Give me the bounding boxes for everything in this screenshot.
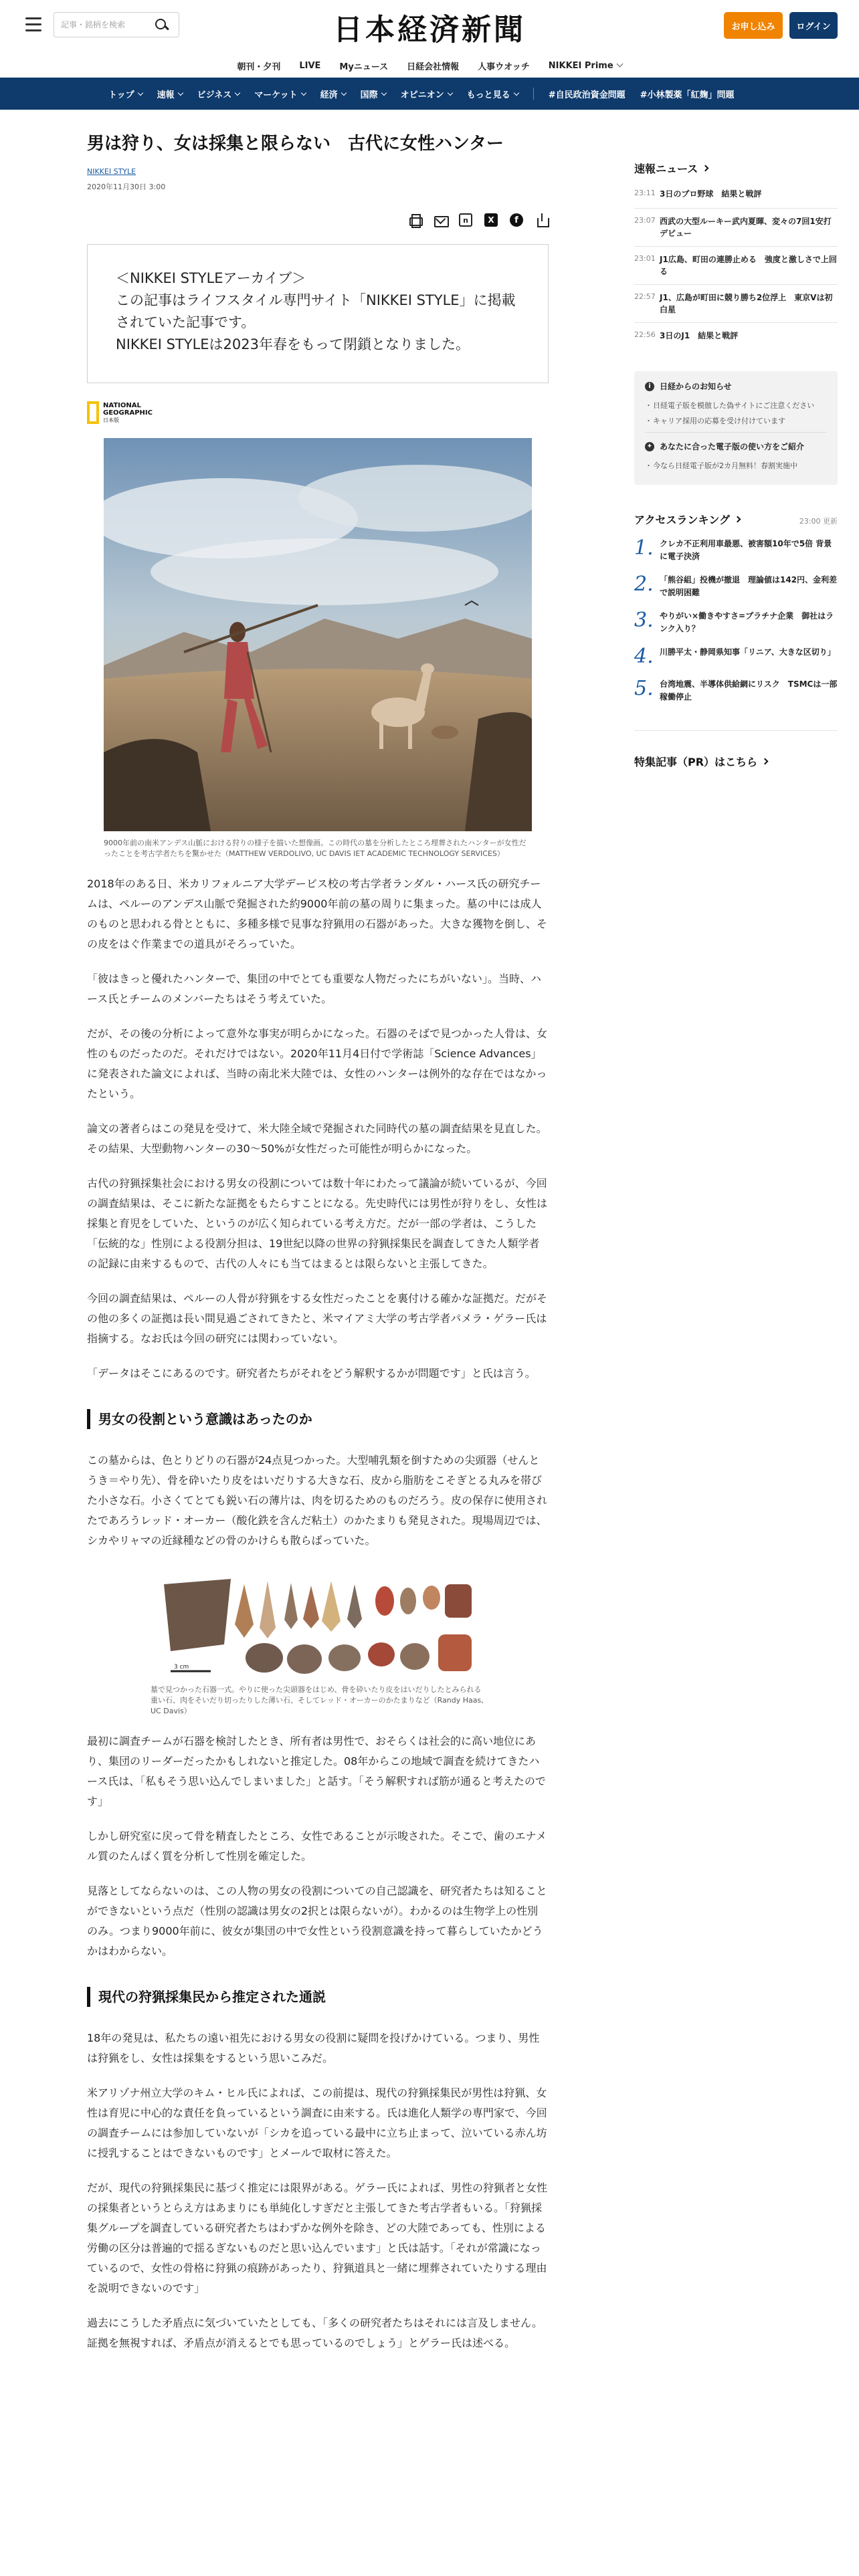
ng-logo-line: 日本版 xyxy=(103,417,119,423)
nav-tag-politics[interactable]: #自民政治資金問題 xyxy=(548,90,626,100)
nav-more-label: もっと見る xyxy=(466,90,510,100)
article-paragraph: しかし研究室に戻って骨を精査したところ、女性であることが示唆された。そこで、歯のエナメル質のたんぱく質を分析して性別を確定した。 xyxy=(87,1830,547,1862)
article xyxy=(87,131,549,2353)
news-headline: 3日のJ1 結果と戦評 xyxy=(660,331,739,340)
notice-heading-label: 日経からのお知らせ xyxy=(660,382,732,391)
news-headline: J1、広島が町田に競り勝ち2位浮上 東京Vは初白星 xyxy=(660,293,833,314)
list-item[interactable] xyxy=(634,246,838,284)
usage-guide-label: あなたに合った電子版の使い方をご紹介 xyxy=(660,442,805,451)
login-button[interactable]: ログイン xyxy=(789,12,838,39)
sub-navigation xyxy=(0,53,859,78)
chevron-right-icon xyxy=(735,516,741,523)
archive-notice-line: NIKKEI STYLEは2023年春をもって閉鎖となりました。 xyxy=(116,336,470,352)
photo-caption: 9000年前の南米アンデス山脈における狩りの様子を描いた想像画。この時代の墓を分析したところ埋葬されたハンターが女性だったことを考古学者たちを驚かせた（MATTHEW VERDOLIVO, UC DAVIS IET ACADEMIC TECHNOLOGY SERVICES） xyxy=(104,839,527,858)
chevron-down-icon xyxy=(341,90,346,95)
list-item[interactable] xyxy=(634,610,838,635)
rank-number: 4. xyxy=(634,645,654,668)
article-paragraph: 「データはそこにあるのです。研究者たちがそれをどう解釈するかが問題です」と氏は言う。 xyxy=(87,1367,536,1380)
archive-notice-line: ＜NIKKEI STYLEアーカイブ＞ xyxy=(116,270,306,286)
x-share-icon[interactable]: X xyxy=(484,213,498,227)
subnav-item-personnel[interactable]: 人事ウオッチ xyxy=(478,62,530,72)
chevron-down-icon xyxy=(513,90,518,95)
news-time: 23:01 xyxy=(634,254,656,263)
site-logo[interactable]: 日本経済新聞 xyxy=(333,13,526,47)
list-item[interactable] xyxy=(634,646,838,667)
sidebar xyxy=(634,160,838,769)
ranking-list xyxy=(634,538,838,704)
usage-guide-list xyxy=(645,460,827,471)
mail-icon[interactable] xyxy=(434,213,447,227)
rank-headline: 川勝平太・静岡県知事「リニア、大きな区切り」 xyxy=(660,647,836,657)
nav-economy-label: 経済 xyxy=(320,90,338,100)
subnav-item-live[interactable]: LIVE xyxy=(299,60,321,71)
subscribe-button[interactable]: お申し込み xyxy=(724,12,783,39)
pr-heading[interactable] xyxy=(634,754,838,769)
chevron-down-icon xyxy=(137,90,142,95)
news-headline: 西武の大型ルーキー武内夏暉、変々の7回1安打デビュー xyxy=(660,217,832,238)
rank-headline: クレカ不正利用車最悪、被害額10年で5倍 背景に電子決済 xyxy=(660,539,832,561)
notice-heading[interactable] xyxy=(645,381,827,392)
rank-headline: 台湾地震、半導体供給網にリスク TSMCは一部稼働停止 xyxy=(660,679,838,702)
nav-opinion-label: オピニオン xyxy=(400,90,444,100)
list-item[interactable] xyxy=(634,188,838,208)
chevron-down-icon xyxy=(381,90,386,95)
nav-business-label: ビジネス xyxy=(197,90,232,100)
facebook-share-icon[interactable]: f xyxy=(510,213,523,227)
article-paragraph: 過去にこうした矛盾点に気づいていたとしても、「多くの研究者たちはそれには言及しません。証拠を無視すれば、矛盾点が消えるとでも思っているのでしょう」とゲラー氏は述べる。 xyxy=(87,2317,543,2349)
subnav-item-company-info[interactable]: 日経会社情報 xyxy=(407,62,460,72)
nav-divider xyxy=(533,88,534,100)
ng-logo-text xyxy=(103,402,153,424)
rank-number: 2. xyxy=(634,572,654,596)
subnav-item-prime-label: NIKKEI Prime xyxy=(548,60,613,71)
breaking-news-title: 速報ニュース xyxy=(634,163,698,175)
breaking-news-list xyxy=(634,188,838,348)
national-geographic-logo xyxy=(87,399,549,426)
chevron-down-icon xyxy=(300,90,306,95)
nav-international-label: 国際 xyxy=(360,90,378,100)
nav-economy[interactable] xyxy=(320,88,346,100)
usage-guide-heading[interactable] xyxy=(645,441,827,452)
nav-market-label: マーケット xyxy=(254,90,298,100)
article-paragraph: 古代の狩猟採集社会における男女の役割については数十年にわたって議論が続いているが、今回の調査結果は、そこに新たな証拠をもたらすことになる。先史時代には男性が狩りをし、女性は採集と育児をしていた、というのが広く知られている考え方だ。だが一部の学者は、こうした「伝統的な」性別による役割分担は、19世紀以降の世界の狩猟採集民を調査してきた人類学者の記録に由来するもので、古代の人々にも当てはまるとは限らないと主張してきた。 xyxy=(87,1177,548,1270)
lightbulb-icon: ✦ xyxy=(645,442,654,451)
hunter-illustration xyxy=(104,438,532,831)
archive-notice xyxy=(87,244,549,383)
nav-top-label: トップ xyxy=(108,90,134,100)
article-paragraph: だが、その後の分析によって意外な事実が明らかになった。石器のそばで見つかった人骨は、女性のものだったのだ。それだけではない。2020年11月4日付で学術誌「Science Advances」に発表された論文によれば、当時の南北米大陸では、女性のハンターは例外的な存在ではなかったという。 xyxy=(87,1027,548,1100)
section-heading: 男女の役割という意識はあったのか xyxy=(87,1409,549,1429)
rank-number: 5. xyxy=(634,677,654,700)
chevron-right-icon xyxy=(762,758,769,765)
pr-section xyxy=(634,730,838,769)
article-date: 2020年11月30日 3:00 xyxy=(87,183,166,191)
figure-caption: 墓で見つかった石器一式。やりに使った尖頭器をはじめ、骨を砕いたり皮をはいだりしたとみられる重い石、肉をそいだり切ったりした薄い石、そしてレッド・オーカーのかたまりなど（Randy Haas, UC Davis） xyxy=(151,1685,484,1715)
article-paragraph: 今回の調査結果は、ペルーの人骨が狩猟をする女性だったことを裏付ける確かな証拠だ。だがその他の多くの証拠は長い間見過ごされてきたと、米マイアミ大学の考古学者パメラ・ゲラー氏は指摘する。なお氏は今回の研究には関わっていない。 xyxy=(87,1292,548,1345)
subnav-item-prime[interactable] xyxy=(549,61,622,71)
article-paragraph: 「彼はきっと優れたハンターで、集団の中でとても重要な人物だったにちがいない」。当時、ハース氏とチームのメンバーたちはそう考えていた。 xyxy=(87,972,542,1005)
article-paragraph: 最初に調査チームが石器を検討したとき、所有者は男性で、おそらくは社会的に高い地位にあり、集団のリーダーだったかもしれないと推定した。08年からこの地域で調査を続けてきたハース氏は、「私もそう思い込んでしまいました」と話す。「そう解釈すれば筋が通ると考えたのです」 xyxy=(87,1735,546,1808)
notice-list xyxy=(645,400,827,427)
rank-number: 1. xyxy=(634,536,654,560)
ng-frame-icon xyxy=(87,401,99,424)
pr-title: 特集記事（PR）はこちら xyxy=(634,756,758,768)
article-paragraph: 論文の著者らはこの発見を受けて、米大陸全域で発掘された同時代の墓の調査結果を見直した。その結果、大型動物ハンターの30～50%が女性だった可能性が明らかになった。 xyxy=(87,1122,547,1155)
archive-notice-line: この記事はライフスタイル専門サイト「NIKKEI STYLE」に掲載されていた記事です。 xyxy=(116,292,516,330)
nav-market[interactable] xyxy=(254,88,305,100)
share-icon[interactable] xyxy=(535,213,549,227)
article-paragraph: だが、現代の狩猟採集民に基づく推定には限界がある。ゲラー氏によれば、男性の狩猟者と女性の採集者というとらえ方はあまりにも単純化しすぎだと主張してきた考古学者もいる。「狩猟採集グループを調査している研究者たちはわずかな例外を除き、どの大陸であっても、性別による労働の区分は普遍的で揺るぎないものだと思い込んでいます」と氏は話す。「それが常識になっているので、女性の骨格に狩猟の痕跡があったり、狩猟道具と一緒に埋葬されていたりする理由を説明できないのです」 xyxy=(87,2181,548,2294)
subnav-item-edition[interactable]: 朝刊・夕刊 xyxy=(237,62,281,72)
usage-guide-item[interactable]: ・ 今なら日経電子版が2カ月無料！春割実施中 xyxy=(645,460,827,471)
share-toolbar xyxy=(87,212,549,228)
chevron-down-icon xyxy=(235,90,240,95)
article-paragraph: 米アリゾナ州立大学のキム・ヒル氏によれば、この前提は、現代の狩猟採集民が男性は狩猟、女性は育児に中心的な責任を負っているという調査に由来する。氏は進化人類学の専門家で、今回の調査チームには参加していないが「シカを追っている最中に立ち止まって、泣いている赤ん坊に授乳することはできないものです」とメールで取材に答えた。 xyxy=(87,2086,547,2159)
stone-tools-figure xyxy=(151,1571,485,1717)
list-item[interactable] xyxy=(634,574,838,599)
chevron-down-icon xyxy=(447,90,452,95)
subnav-item-mynews[interactable]: Myニュース xyxy=(339,62,389,72)
chevron-down-icon xyxy=(616,60,623,67)
nav-breaking[interactable] xyxy=(157,88,183,100)
ranking-updated: 23:00 更新 xyxy=(799,517,838,526)
article-title: 男は狩り、女は採集と限らない 古代に女性ハンター xyxy=(87,134,504,154)
notice-item[interactable]: ・ 日経電子版を模倣した偽サイトにご注意ください xyxy=(645,400,827,411)
nav-more[interactable] xyxy=(467,88,518,100)
rank-headline: 「熊谷組」投機が撤退 理論値は142円、金利差で説明困難 xyxy=(660,575,838,597)
article-paragraph: この墓からは、色とりどりの石器が24点見つかった。大型哺乳類を倒すための尖頭器（せんとうき＝やり先）、骨を砕いたり皮をはいだりする大きな石、皮から脂肪をこそぎとる丸みを帯びた小さな石。小さくてとても鋭い石の薄片は、肉を切るためのものだろう。皮の保存に使用されたであろうレッド・オーカー（酸化鉄を含んだ粘土）のかたまりも発見された。現場周辺では、シカやリャマの近縁種などの骨のかけらも散らばっていた。 xyxy=(87,1454,548,1547)
nav-opinion[interactable] xyxy=(401,88,452,100)
ranking-header xyxy=(634,512,838,527)
main-navigation xyxy=(0,78,859,110)
section-heading: 現代の狩猟採集民から推定された通説 xyxy=(87,1987,549,2007)
list-item[interactable] xyxy=(634,538,838,563)
nav-international[interactable] xyxy=(361,88,386,100)
article-paragraph: 2018年のある日、米カリフォルニア大学デービス校の考古学者ランダル・ハース氏の研究チームは、ペルーのアンデス山脈で発掘された約9000年前の墓の周りに集まった。墓の中には成人のものと思われる骨とともに、多種多様で見事な狩猟用の石器があった。大きな獲物を倒し、その皮をはぐ作業までの道具がそろっていた。 xyxy=(87,877,547,950)
chevron-right-icon xyxy=(702,165,709,172)
article-paragraph: 18年の発見は、私たちの遠い祖先における男女の役割に疑問を投げかけている。つまり、男性は狩猟をし、女性は採集をするという思いこみだ。 xyxy=(87,2032,540,2064)
nav-breaking-label: 速報 xyxy=(157,90,175,100)
nav-tag-kobayashi[interactable]: #小林製薬「紅麹」問題 xyxy=(640,90,735,100)
ng-logo-line: GEOGRAPHIC xyxy=(103,409,153,417)
scale-bar-label: 3 cm xyxy=(174,1664,189,1671)
top-bar xyxy=(0,0,859,53)
chevron-down-icon xyxy=(177,90,183,95)
news-headline: J1広島、町田の連勝止める 強度と激しさで上回る xyxy=(660,255,837,276)
stone-tools-image xyxy=(151,1571,485,1679)
nikkei-notice-box xyxy=(634,371,838,485)
list-item[interactable] xyxy=(634,208,838,246)
article-paragraph: 見落としてならないのは、この人物の男女の役割についての自己認識を、研究者たちは知ることができないという点だ（性別の認識は男女の2択とは限らないが）。わかるのは生物学上の性別のみ。つまり9000年前に、彼女が集団の中で女性という役割意識を持って暮らしていたかどうかはわからない。 xyxy=(87,1885,547,1957)
rank-number: 3. xyxy=(634,609,654,632)
list-item[interactable] xyxy=(634,284,838,322)
ranking-heading[interactable] xyxy=(634,512,740,527)
news-time: 22:56 xyxy=(634,330,656,339)
ng-logo-line: NATIONAL xyxy=(103,401,141,409)
breaking-news-heading[interactable] xyxy=(634,160,838,176)
list-item[interactable] xyxy=(634,678,838,704)
info-icon: i xyxy=(645,382,654,391)
nav-business[interactable] xyxy=(197,88,240,100)
rank-headline: やりがい×働きやすさ=プラチナ企業 御社はランク入り？ xyxy=(660,611,834,633)
article-body xyxy=(87,874,549,2353)
article-source-link[interactable]: NIKKEI STYLE xyxy=(87,167,136,176)
note-icon[interactable]: n xyxy=(459,213,472,227)
ranking-title: アクセスランキング xyxy=(634,514,731,526)
news-time: 23:07 xyxy=(634,216,656,225)
news-time: 23:11 xyxy=(634,189,656,197)
news-time: 22:57 xyxy=(634,292,656,301)
divider xyxy=(645,432,827,433)
notice-item[interactable]: ・ キャリア採用の応募を受け付けています xyxy=(645,415,827,427)
news-headline: 3日のプロ野球 結果と戦評 xyxy=(660,189,762,199)
print-icon[interactable] xyxy=(408,213,421,227)
nav-top[interactable] xyxy=(108,88,142,100)
list-item[interactable] xyxy=(634,322,838,348)
